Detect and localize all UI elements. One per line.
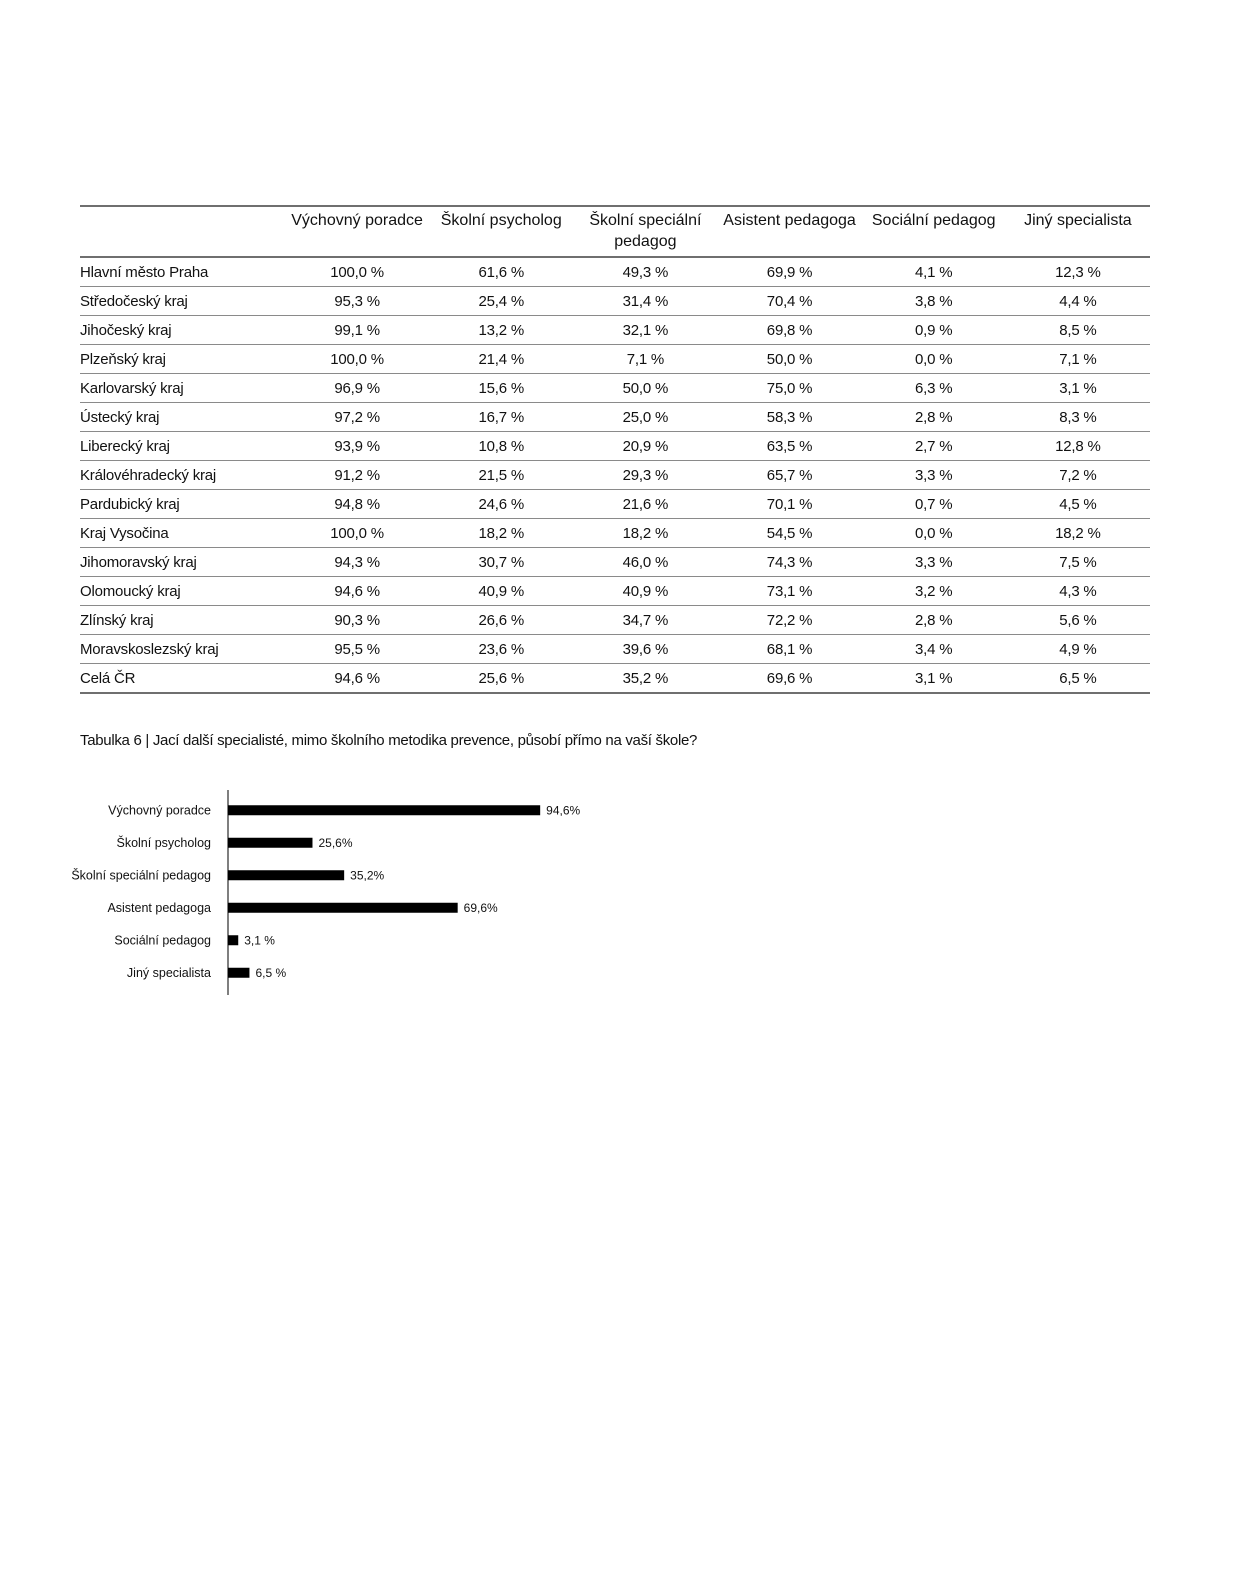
percent-cell: 100,0 %: [285, 257, 429, 287]
bar-value-label: 35,2%: [350, 868, 385, 883]
percent-cell: 40,9 %: [429, 577, 573, 606]
percent-cell: 7,5 %: [1006, 548, 1150, 577]
data-table-container: [80, 205, 1150, 694]
percent-cell: 4,1 %: [862, 257, 1006, 287]
region-name-cell: Hlavní město Praha: [80, 257, 285, 287]
percent-cell: 4,4 %: [1006, 287, 1150, 316]
percent-cell: 46,0 %: [573, 548, 717, 577]
percent-cell: 58,3 %: [717, 403, 861, 432]
specialists-table: [80, 205, 1150, 694]
region-name-cell: Karlovarský kraj: [80, 374, 285, 403]
percent-cell: 94,6 %: [285, 664, 429, 694]
table-row: [80, 664, 1150, 694]
percent-cell: 21,5 %: [429, 461, 573, 490]
bar-category-label: Školní psycholog: [116, 835, 211, 850]
bar: [228, 838, 312, 848]
table-row: [80, 490, 1150, 519]
percent-cell: 69,9 %: [717, 257, 861, 287]
bar-value-label: 6,5 %: [255, 965, 287, 980]
region-name-cell: Jihomoravský kraj: [80, 548, 285, 577]
percent-cell: 54,5 %: [717, 519, 861, 548]
percent-cell: 34,7 %: [573, 606, 717, 635]
percent-cell: 100,0 %: [285, 345, 429, 374]
percent-cell: 63,5 %: [717, 432, 861, 461]
table-row: [80, 257, 1150, 287]
region-name-cell: Liberecký kraj: [80, 432, 285, 461]
percent-cell: 94,6 %: [285, 577, 429, 606]
bar: [228, 935, 238, 945]
percent-cell: 6,5 %: [1006, 664, 1150, 694]
table-row: [80, 461, 1150, 490]
table-row: [80, 606, 1150, 635]
percent-cell: 10,8 %: [429, 432, 573, 461]
region-name-cell: Kraj Vysočina: [80, 519, 285, 548]
bar: [228, 903, 458, 913]
percent-cell: 35,2 %: [573, 664, 717, 694]
percent-cell: 3,1 %: [1006, 374, 1150, 403]
percent-cell: 3,2 %: [862, 577, 1006, 606]
bar: [228, 968, 249, 978]
table-row: [80, 287, 1150, 316]
percent-cell: 3,8 %: [862, 287, 1006, 316]
percent-cell: 29,3 %: [573, 461, 717, 490]
percent-cell: 70,1 %: [717, 490, 861, 519]
column-header: Výchovný poradce: [291, 212, 423, 229]
percent-cell: 3,4 %: [862, 635, 1006, 664]
percent-cell: 39,6 %: [573, 635, 717, 664]
percent-cell: 3,3 %: [862, 461, 1006, 490]
percent-cell: 30,7 %: [429, 548, 573, 577]
column-header: Asistent pedagoga: [723, 212, 856, 229]
table-caption: Tabulka 6 | Jací další specialisté, mimo školního metodika prevence, působí přímo na vaší škole?: [80, 732, 698, 749]
percent-cell: 15,6 %: [429, 374, 573, 403]
percent-cell: 65,7 %: [717, 461, 861, 490]
region-name-cell: Středočeský kraj: [80, 287, 285, 316]
table-row: [80, 403, 1150, 432]
percent-cell: 0,0 %: [862, 519, 1006, 548]
table-body: [80, 257, 1150, 693]
bar-category-label: Jiný specialista: [126, 965, 211, 980]
percent-cell: 40,9 %: [573, 577, 717, 606]
column-header: Sociální pedagog: [871, 212, 996, 229]
table-header-row: [80, 206, 1150, 257]
table-row: [80, 635, 1150, 664]
bar-value-label: 3,1 %: [244, 933, 275, 948]
percent-cell: 2,8 %: [862, 403, 1006, 432]
percent-cell: 4,3 %: [1006, 577, 1150, 606]
percent-cell: 16,7 %: [429, 403, 573, 432]
percent-cell: 25,6 %: [429, 664, 573, 694]
column-header: Školní psycholog: [440, 212, 562, 229]
table-row: [80, 548, 1150, 577]
percent-cell: 0,7 %: [862, 490, 1006, 519]
percent-cell: 13,2 %: [429, 316, 573, 345]
percent-cell: 3,3 %: [862, 548, 1006, 577]
percent-cell: 5,6 %: [1006, 606, 1150, 635]
percent-cell: 6,3 %: [862, 374, 1006, 403]
percent-cell: 3,1 %: [862, 664, 1006, 694]
percent-cell: 12,3 %: [1006, 257, 1150, 287]
column-header: Školní speciální pedagog: [589, 212, 702, 250]
table-row: [80, 316, 1150, 345]
region-name-cell: Ústecký kraj: [80, 403, 285, 432]
percent-cell: 20,9 %: [573, 432, 717, 461]
percent-cell: 99,1 %: [285, 316, 429, 345]
region-name-cell: Královéhradecký kraj: [80, 461, 285, 490]
region-name-cell: Olomoucký kraj: [80, 577, 285, 606]
bar-category-label: Asistent pedagoga: [107, 900, 211, 915]
percent-cell: 25,4 %: [429, 287, 573, 316]
percent-cell: 50,0 %: [573, 374, 717, 403]
bar: [228, 870, 344, 880]
percent-cell: 70,4 %: [717, 287, 861, 316]
percent-cell: 18,2 %: [429, 519, 573, 548]
percent-cell: 96,9 %: [285, 374, 429, 403]
bar-value-label: 25,6%: [318, 835, 353, 850]
percent-cell: 2,8 %: [862, 606, 1006, 635]
table-row: [80, 345, 1150, 374]
percent-cell: 21,4 %: [429, 345, 573, 374]
percent-cell: 24,6 %: [429, 490, 573, 519]
percent-cell: 21,6 %: [573, 490, 717, 519]
percent-cell: 97,2 %: [285, 403, 429, 432]
percent-cell: 93,9 %: [285, 432, 429, 461]
region-name-cell: Jihočeský kraj: [80, 316, 285, 345]
percent-cell: 12,8 %: [1006, 432, 1150, 461]
percent-cell: 73,1 %: [717, 577, 861, 606]
percent-cell: 94,8 %: [285, 490, 429, 519]
percent-cell: 72,2 %: [717, 606, 861, 635]
percent-cell: 31,4 %: [573, 287, 717, 316]
percent-cell: 23,6 %: [429, 635, 573, 664]
bar: [228, 805, 540, 815]
percent-cell: 2,7 %: [862, 432, 1006, 461]
percent-cell: 0,0 %: [862, 345, 1006, 374]
bar-category-label: Školní speciální pedagog: [71, 868, 211, 883]
region-name-cell: Pardubický kraj: [80, 490, 285, 519]
region-name-cell: Celá ČR: [80, 664, 285, 694]
percent-cell: 68,1 %: [717, 635, 861, 664]
percent-cell: 7,2 %: [1006, 461, 1150, 490]
percent-cell: 25,0 %: [573, 403, 717, 432]
percent-cell: 69,8 %: [717, 316, 861, 345]
percent-cell: 94,3 %: [285, 548, 429, 577]
percent-cell: 90,3 %: [285, 606, 429, 635]
table-row: [80, 374, 1150, 403]
column-header: Jiný specialista: [1024, 212, 1132, 229]
percent-cell: 49,3 %: [573, 257, 717, 287]
region-name-cell: Plzeňský kraj: [80, 345, 285, 374]
table-row: [80, 519, 1150, 548]
percent-cell: 8,5 %: [1006, 316, 1150, 345]
percent-cell: 0,9 %: [862, 316, 1006, 345]
specialists-bar-chart: [0, 790, 640, 1010]
percent-cell: 95,5 %: [285, 635, 429, 664]
region-name-cell: Moravskoslezský kraj: [80, 635, 285, 664]
table-row: [80, 432, 1150, 461]
bar-category-label: Výchovný poradce: [108, 803, 211, 818]
percent-cell: 95,3 %: [285, 287, 429, 316]
header-region-cell: [80, 206, 285, 257]
percent-cell: 75,0 %: [717, 374, 861, 403]
percent-cell: 74,3 %: [717, 548, 861, 577]
percent-cell: 69,6 %: [717, 664, 861, 694]
bar-value-label: 69,6%: [463, 900, 498, 915]
percent-cell: 18,2 %: [573, 519, 717, 548]
percent-cell: 4,5 %: [1006, 490, 1150, 519]
table-row: [80, 577, 1150, 606]
percent-cell: 8,3 %: [1006, 403, 1150, 432]
region-name-cell: Zlínský kraj: [80, 606, 285, 635]
bar-value-label: 94,6%: [546, 803, 581, 818]
percent-cell: 100,0 %: [285, 519, 429, 548]
percent-cell: 7,1 %: [1006, 345, 1150, 374]
percent-cell: 4,9 %: [1006, 635, 1150, 664]
percent-cell: 32,1 %: [573, 316, 717, 345]
percent-cell: 7,1 %: [573, 345, 717, 374]
percent-cell: 50,0 %: [717, 345, 861, 374]
percent-cell: 61,6 %: [429, 257, 573, 287]
percent-cell: 91,2 %: [285, 461, 429, 490]
percent-cell: 18,2 %: [1006, 519, 1150, 548]
percent-cell: 26,6 %: [429, 606, 573, 635]
bar-category-label: Sociální pedagog: [114, 933, 211, 948]
